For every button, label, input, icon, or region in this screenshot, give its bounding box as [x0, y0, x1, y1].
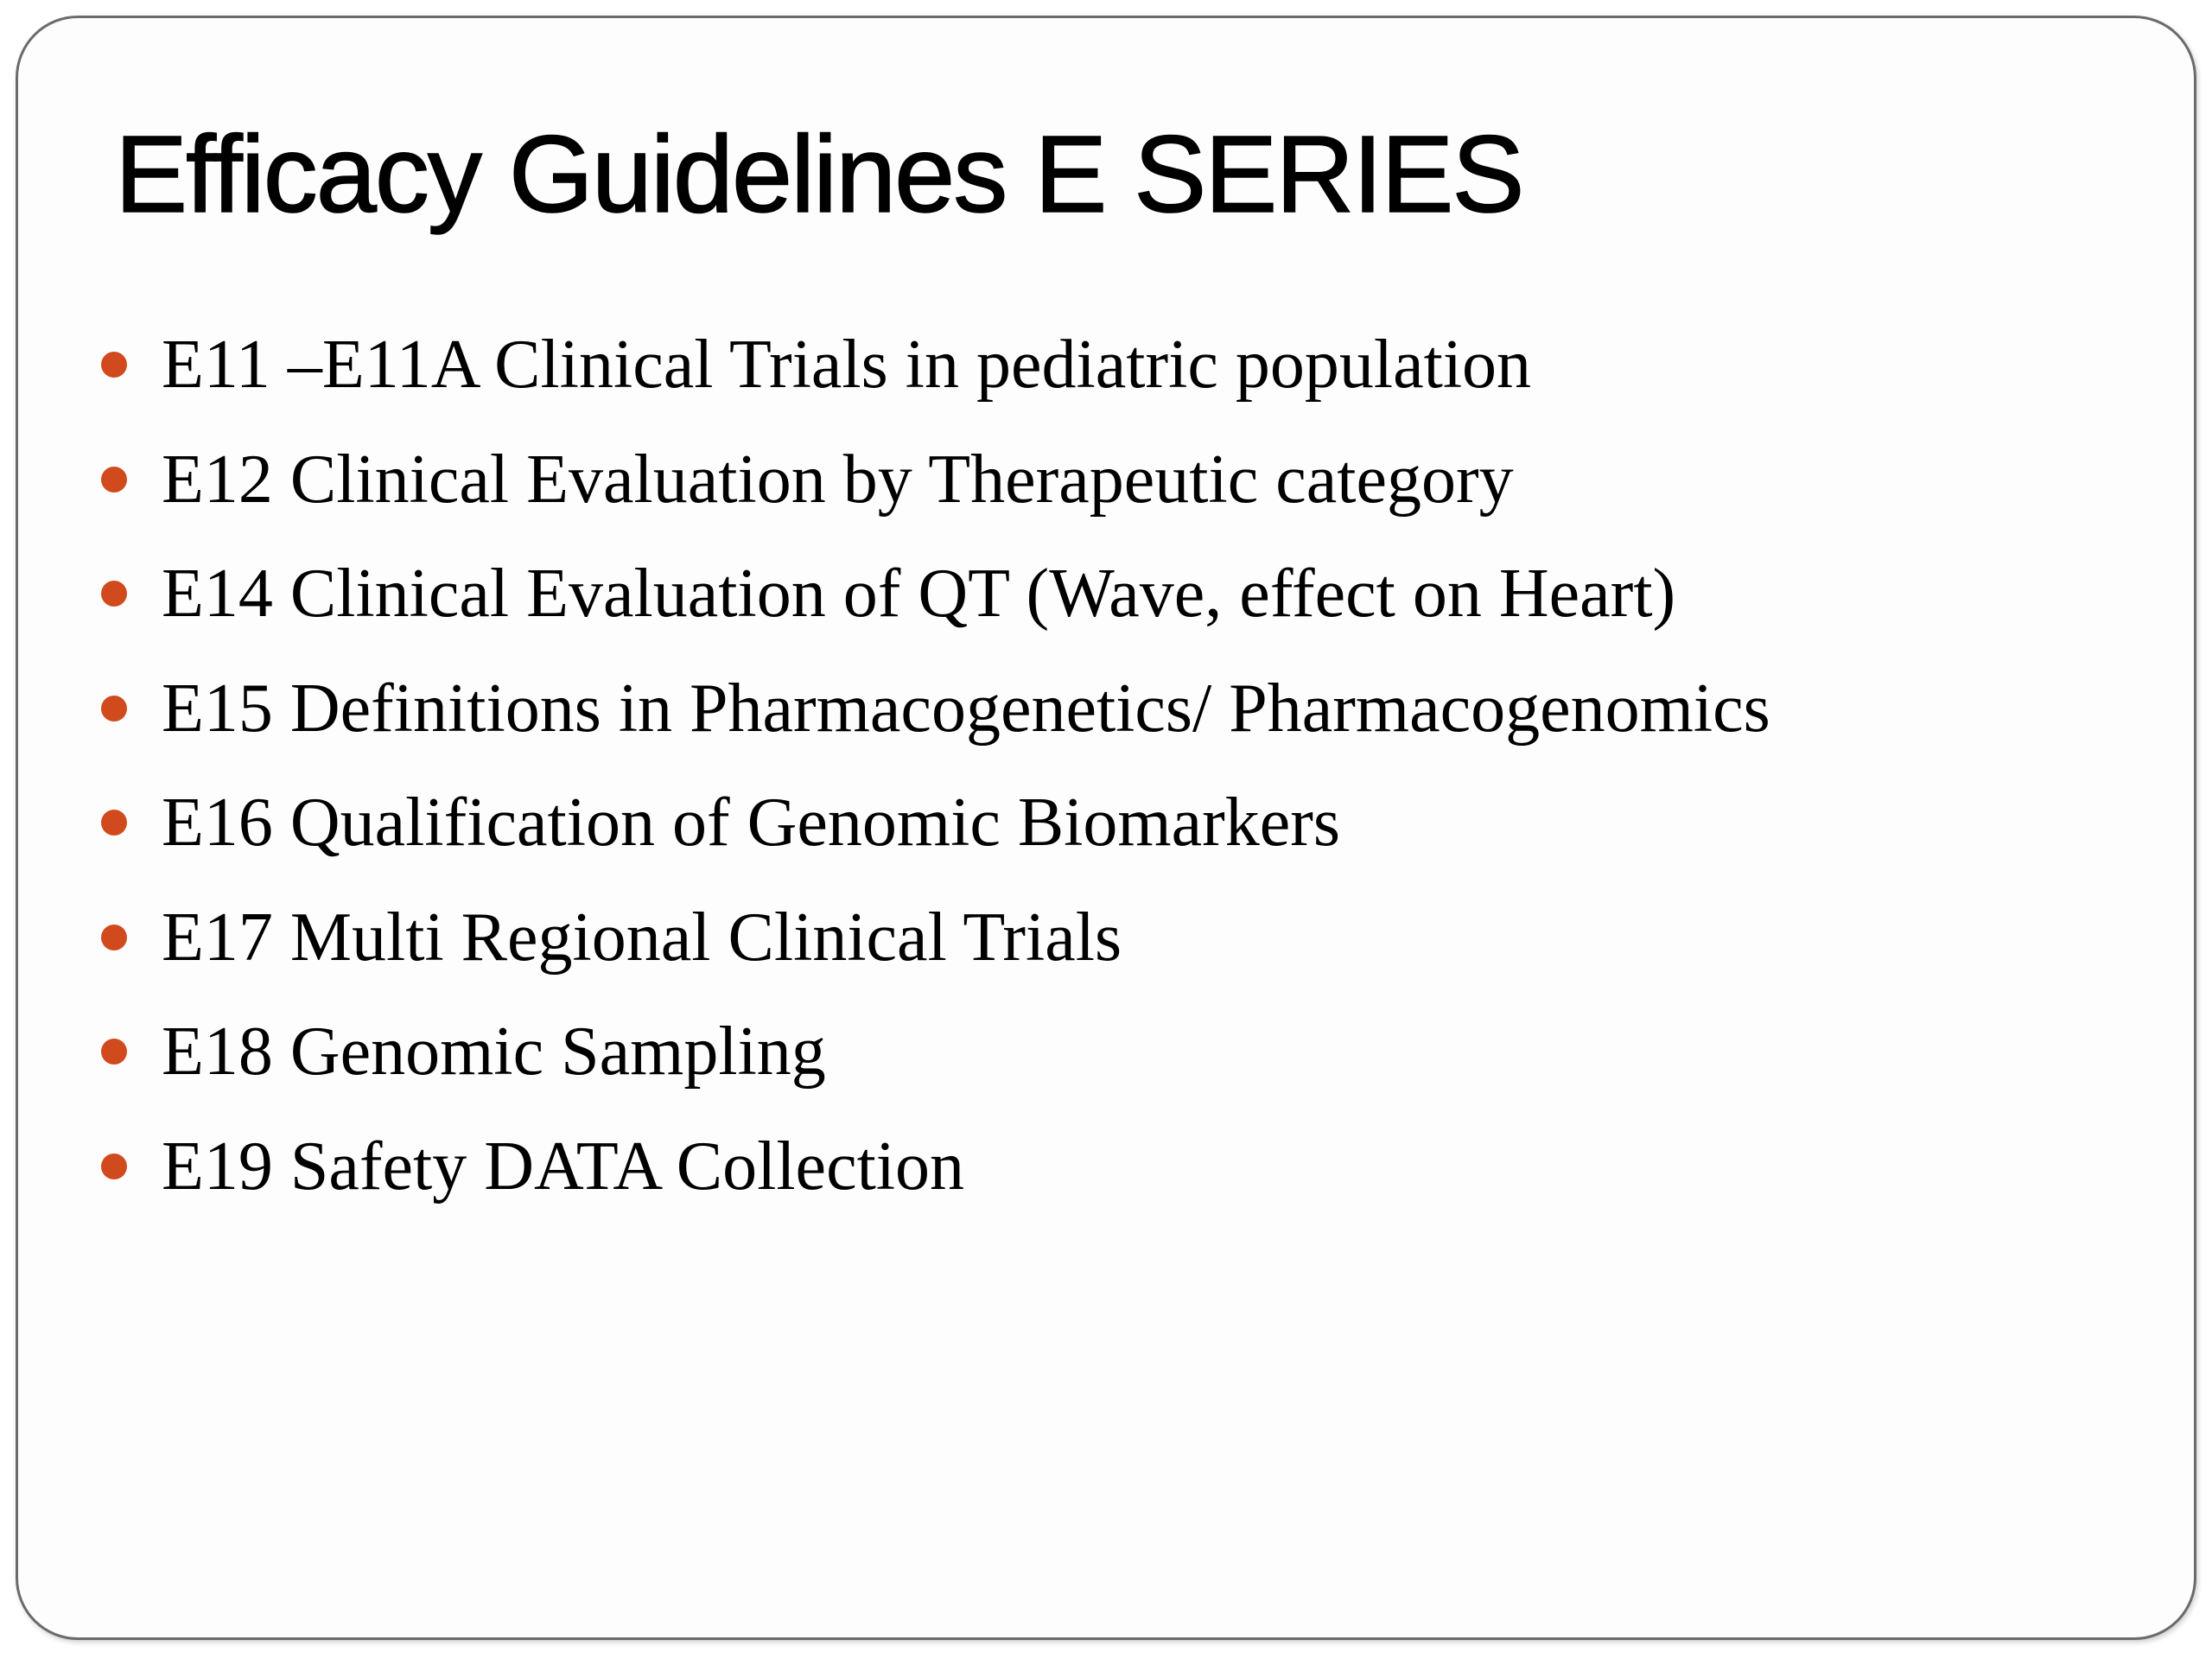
bullet-icon	[101, 810, 127, 836]
bullet-icon	[101, 1154, 127, 1179]
bullet-list	[18, 308, 2196, 1224]
list-item	[18, 880, 2196, 995]
list-item	[18, 423, 2196, 537]
bullet-text: E12 Clinical Evaluation by Therapeutic category	[162, 441, 1514, 518]
bullet-icon	[101, 1039, 127, 1065]
bullet-text: E16 Qualification of Genomic Biomarkers	[162, 785, 1341, 861]
slide-frame	[16, 16, 2196, 1640]
bullet-text: E17 Multi Regional Clinical Trials	[162, 899, 1122, 976]
bullet-text: E15 Definitions in Pharmacogenetics/ Pharmacogenomics	[162, 670, 1770, 747]
slide-title: Efficacy Guidelines E SERIES	[115, 113, 1523, 235]
bullet-icon	[101, 581, 127, 607]
list-item	[18, 308, 2196, 423]
bullet-text: E11 –E11A Clinical Trials in pediatric population	[162, 327, 1532, 404]
list-item	[18, 995, 2196, 1109]
bullet-text: E14 Clinical Evaluation of QT (Wave, effect on Heart)	[162, 556, 1676, 632]
bullet-icon	[101, 696, 127, 721]
list-item	[18, 537, 2196, 652]
bullet-icon	[101, 467, 127, 493]
bullet-icon	[101, 925, 127, 950]
list-item	[18, 652, 2196, 766]
list-item	[18, 766, 2196, 880]
bullet-icon	[101, 352, 127, 378]
list-item	[18, 1109, 2196, 1224]
bullet-text: E19 Safety DATA Collection	[162, 1128, 965, 1205]
bullet-text: E18 Genomic Sampling	[162, 1014, 826, 1090]
